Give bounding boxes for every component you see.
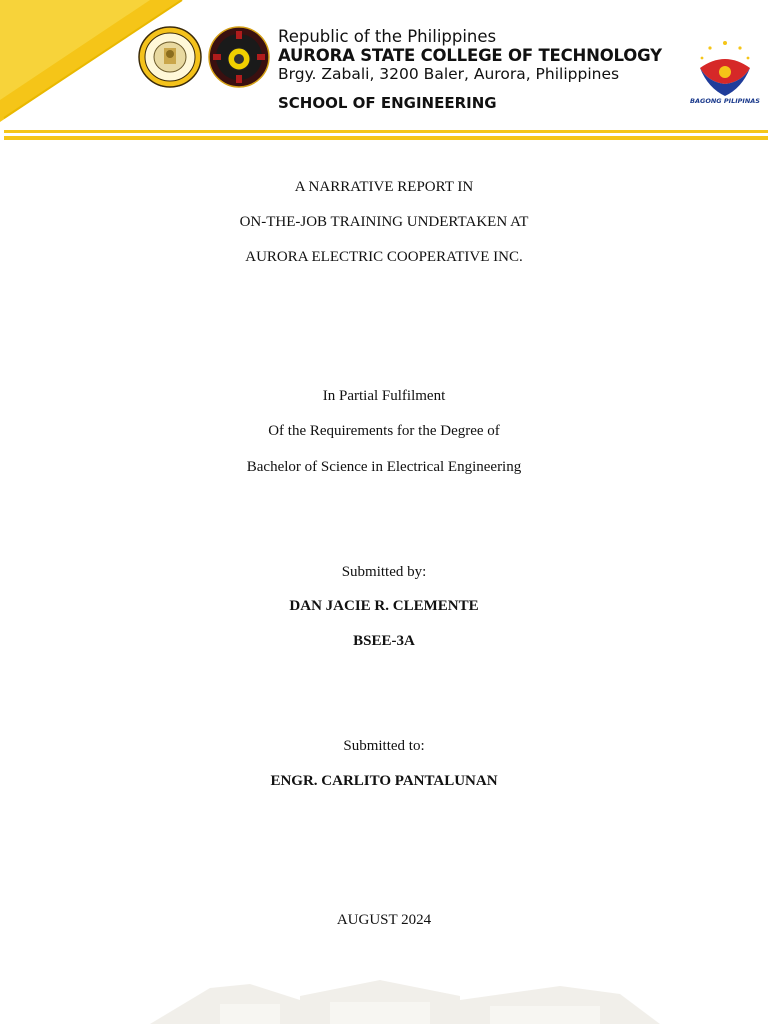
- republic-heading: Republic of the Philippines: [278, 27, 497, 46]
- bagong-pilipinas-label: BAGONG PILIPINAS: [690, 97, 760, 105]
- header-rule-bottom: [4, 136, 768, 140]
- student-name: DAN JACIE R. CLEMENTE: [289, 598, 479, 614]
- report-date: AUGUST 2024: [336, 912, 432, 928]
- letterhead-text: [278, 27, 662, 112]
- fulfilment-line-1: In Partial Fulfilment: [322, 388, 446, 404]
- header-rule-top: [4, 130, 768, 133]
- school-name: SCHOOL OF ENGINEERING: [278, 94, 497, 112]
- astc-seal-logo: [138, 26, 202, 88]
- title-line-1: A NARRATIVE REPORT IN: [294, 179, 474, 195]
- fulfilment-line-2: Of the Requirements for the Degree of: [268, 423, 500, 439]
- student-section: BSEE-3A: [353, 633, 415, 649]
- title-line-3: AURORA ELECTRIC COOPERATIVE INC.: [245, 249, 523, 265]
- adviser-name: ENGR. CARLITO PANTALUNAN: [270, 773, 498, 789]
- building-watermark: [0, 960, 768, 1024]
- engineering-seal-logo: [208, 26, 270, 88]
- title-line-2: ON-THE-JOB TRAINING UNDERTAKEN AT: [239, 214, 529, 230]
- college-address: Brgy. Zabali, 3200 Baler, Aurora, Philippines: [278, 65, 620, 83]
- fulfilment-line-3: Bachelor of Science in Electrical Engineering: [246, 459, 522, 475]
- submitted-by-label: Submitted by:: [341, 564, 427, 580]
- college-name: AURORA STATE COLLEGE OF TECHNOLOGY: [278, 46, 662, 65]
- submitted-to-label: Submitted to:: [343, 738, 425, 754]
